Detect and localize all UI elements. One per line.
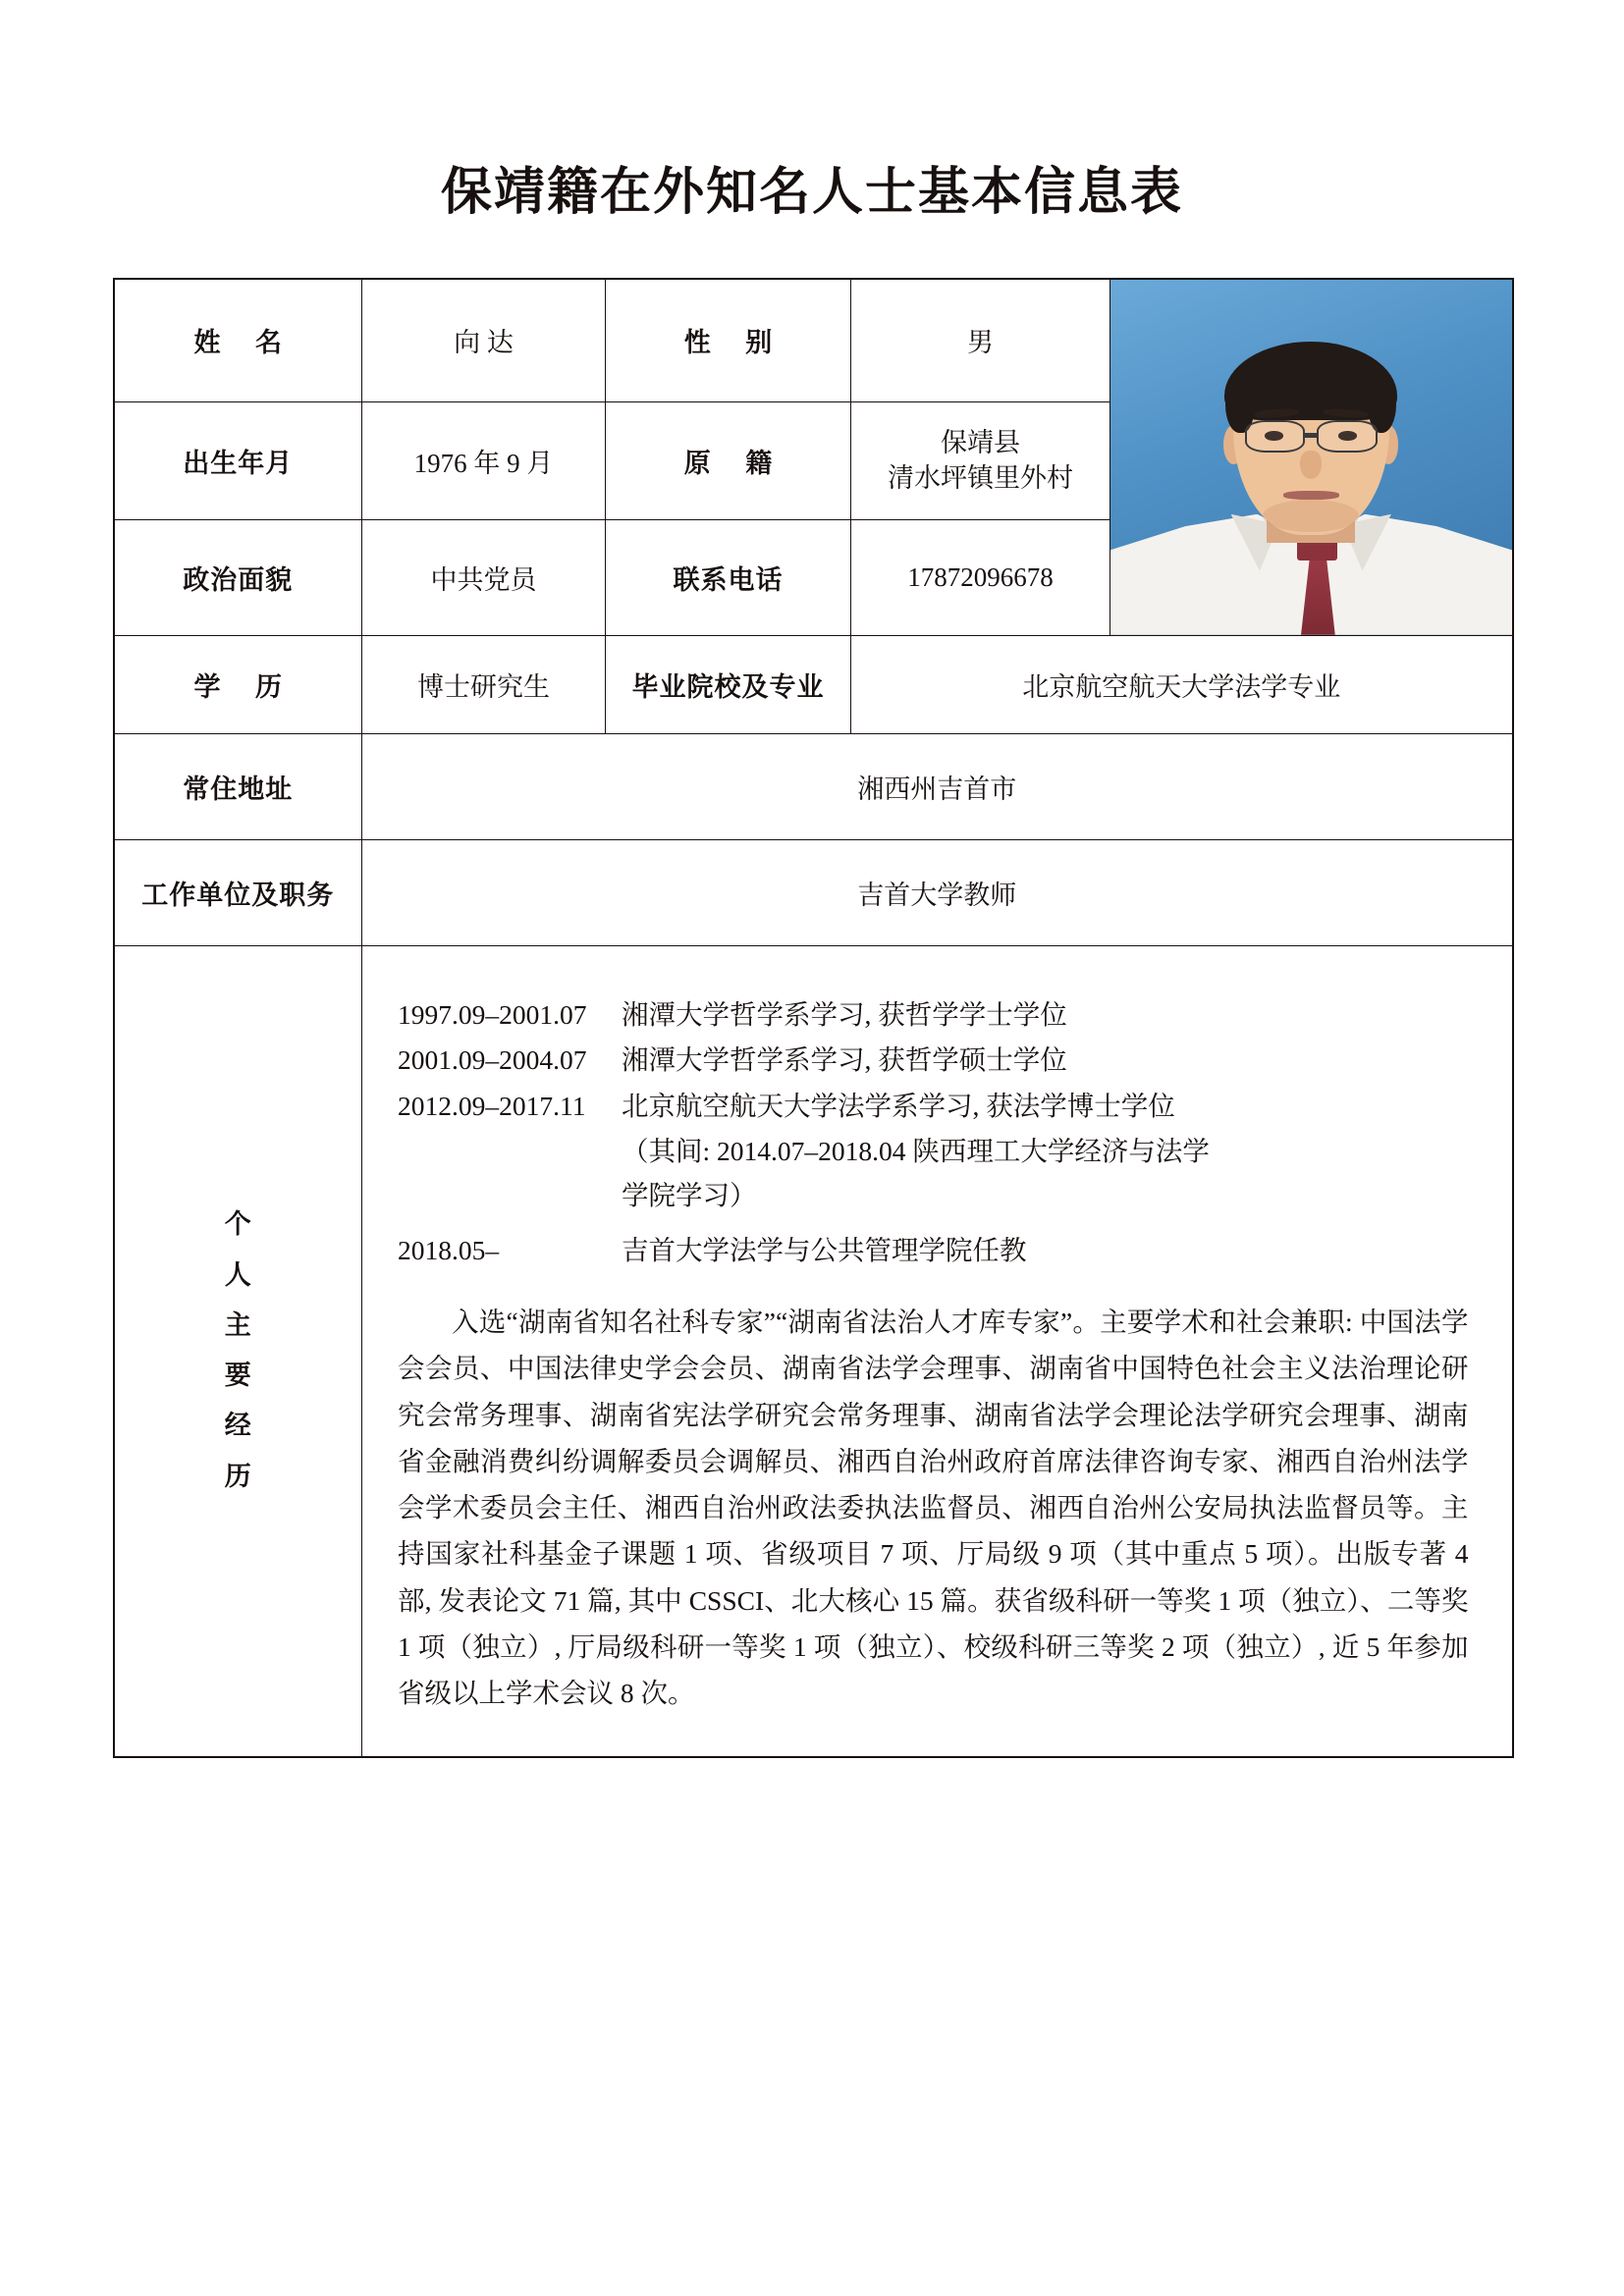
experience-label-char: 人: [224, 1259, 251, 1290]
eyeglass-left-lens: [1245, 420, 1305, 453]
timeline-text: 湘潭大学哲学系学习, 获哲学硕士学位: [622, 1044, 1067, 1076]
political-status-label: 政治面貌: [114, 519, 362, 635]
timeline-text: 北京航空航天大学法学系学习, 获法学博士学位: [622, 1090, 1175, 1121]
timeline-text: 湘潭大学哲学系学习, 获哲学学士学位: [622, 998, 1067, 1030]
basic-info-table: [113, 278, 1514, 1757]
phone-label: 联系电话: [606, 519, 851, 635]
timeline-date: 1997.09–2001.07: [398, 998, 587, 1030]
page-title: 保靖籍在外知名人士基本信息表: [440, 165, 1183, 221]
timeline-date: 2001.09–2004.07: [398, 1044, 587, 1076]
school-major-label: 毕业院校及专业: [606, 635, 851, 733]
timeline-date: 2012.09–2017.11: [398, 1090, 586, 1121]
experience-label-char: 经: [224, 1411, 251, 1441]
birth-date-label: 出生年月: [114, 401, 362, 519]
origin-value: [851, 401, 1110, 519]
name-value: 向 达: [362, 279, 606, 401]
eyeglass-right-lens: [1317, 420, 1377, 453]
birth-date-value: 1976 年 9 月: [362, 401, 606, 519]
chin-shading: [1263, 500, 1359, 532]
eyeglass-bridge: [1303, 433, 1319, 438]
origin-value-line2: 清水坪镇里外村: [888, 463, 1073, 494]
timeline-entry: [398, 1229, 1469, 1273]
name-label: 姓 名: [114, 279, 362, 401]
gender-value: 男: [851, 279, 1110, 401]
gender-label: 性 别: [606, 279, 851, 401]
experience-label-char: 主: [224, 1309, 251, 1340]
experience-label: [114, 945, 362, 1756]
timeline-entry: [398, 1085, 1469, 1129]
origin-label: 原 籍: [606, 401, 851, 519]
experience-body: [362, 946, 1512, 1756]
political-status-value: 中共党员: [362, 519, 606, 635]
origin-value-line1: 保靖县: [941, 427, 1020, 457]
experience-timeline: [398, 993, 1469, 1273]
mouth-shape: [1283, 491, 1339, 500]
experience-paragraph: 入选“湖南省知名社科专家”“湖南省法治人才库专家”。主要学术和社会兼职: 中国法学会会员、中国法律史学会会员、湖南省法学会理事、湖南省中国特色社会主义法治理论研究会常务理事、湖南省宪法学研究会常务理事、湖南省法学会理论法学研究会理事、湖南省金融消费纠纷调解委员会调解员、湘西自治州政府首席法律咨询专家、湘西自治州法学会学术委员会主任、湘西自治州政法委执法监督员、湘西自治州公安局执法监督员等。主持国家社科基金子课题 1 项、省级项目 7 项、厅局级 9 项（其中重点 5 项）。出版专著 4 部, 发表论文 71 篇, 其中 CSSCI、北大核心 15 篇。获省级科研一等奖 1 项（独立）、二等奖 1 项（独立）, 厅局级科研一等奖 1 项（独立）、校级科研三等奖 2 项（独立）, 近 5 年参加省级以上学术会议 8 次。: [398, 1306, 1469, 1709]
timeline-entry: [398, 993, 1469, 1038]
table-row: [114, 279, 1513, 401]
work-unit-label: 工作单位及职务: [114, 839, 362, 945]
education-label: 学 历: [114, 635, 362, 733]
experience-label-char: 历: [224, 1461, 251, 1491]
timeline-entry: [398, 1039, 1469, 1083]
info-table-wrapper: [113, 278, 1512, 1757]
timeline-text: 吉首大学法学与公共管理学院任教: [622, 1235, 1027, 1266]
portrait-photo-cell: [1110, 279, 1513, 635]
phone-value: 17872096678: [851, 519, 1110, 635]
experience-label-char: 个: [224, 1209, 251, 1240]
table-row: [114, 839, 1513, 945]
address-value: 湘西州吉首市: [362, 733, 1513, 839]
education-value: 博士研究生: [362, 635, 606, 733]
experience-content-cell: [362, 945, 1513, 1756]
school-major-value: 北京航空航天大学法学专业: [851, 635, 1513, 733]
experience-label-char: 要: [224, 1361, 251, 1391]
work-unit-value: 吉首大学教师: [362, 839, 1513, 945]
timeline-spacer: [398, 1217, 1469, 1229]
table-row: [114, 733, 1513, 839]
portrait-image: [1110, 280, 1512, 635]
table-row-experience: [114, 945, 1513, 1756]
nose-shape: [1300, 451, 1322, 479]
timeline-continuation-line: （其间: 2014.07–2018.04 陕西理工大学经济与法学: [622, 1136, 1210, 1167]
photo-frame: [1110, 280, 1512, 635]
timeline-continuation-line: 学院学习）: [622, 1179, 757, 1210]
address-label: 常住地址: [114, 733, 362, 839]
timeline-date: 2018.05–: [398, 1235, 500, 1266]
table-row: [114, 635, 1513, 733]
